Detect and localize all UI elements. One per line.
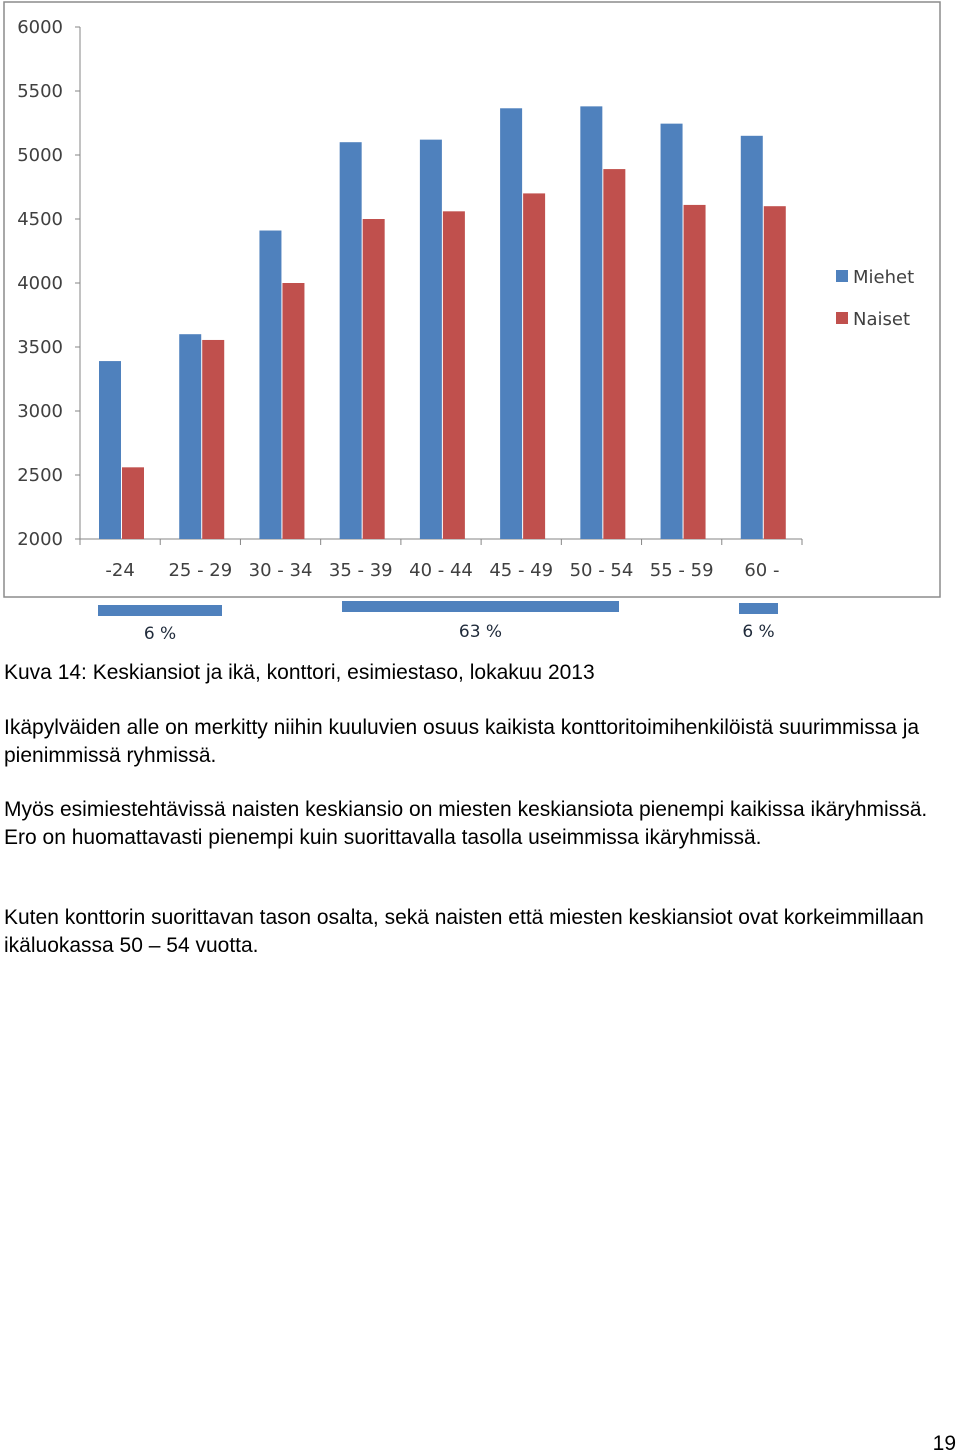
bar-naiset bbox=[684, 205, 706, 539]
y-tick-label: 3000 bbox=[17, 401, 63, 422]
legend-swatch-miehet bbox=[836, 270, 848, 282]
y-tick-label: 5500 bbox=[17, 81, 63, 102]
y-tick-label: 2500 bbox=[17, 465, 63, 486]
bar-naiset bbox=[603, 169, 625, 539]
x-tick-label: 25 - 29 bbox=[168, 560, 233, 581]
bar-naiset bbox=[202, 340, 224, 539]
bar-naiset bbox=[443, 211, 465, 539]
y-tick-label: 4500 bbox=[17, 209, 63, 230]
legend-swatch-naiset bbox=[836, 312, 848, 324]
y-tick-label: 2000 bbox=[17, 529, 63, 550]
share-bracket-label: 63 % bbox=[458, 622, 503, 642]
legend-label-naiset: Naiset bbox=[853, 309, 911, 330]
share-bracket-bar bbox=[739, 603, 778, 614]
y-tick-label: 4000 bbox=[17, 273, 63, 294]
bar-miehet bbox=[179, 334, 201, 539]
bar-naiset bbox=[764, 206, 786, 539]
legend-label-miehet: Miehet bbox=[853, 267, 915, 288]
x-tick-label: -24 bbox=[105, 560, 135, 581]
bar-miehet bbox=[741, 136, 763, 539]
y-tick-label: 5000 bbox=[17, 145, 63, 166]
bar-miehet bbox=[580, 106, 602, 539]
y-tick-label: 3500 bbox=[17, 337, 63, 358]
paragraph-share-note: Ikäpylväiden alle on merkitty niihin kuuluvien osuus kaikista konttoritoimihenkilöistä suurimmissa ja pienimmissä ryhmissä. bbox=[4, 716, 920, 767]
x-tick-label: 45 - 49 bbox=[489, 560, 554, 581]
paragraph-gender-gap: Myös esimiestehtävissä naisten keskiansio on miesten keskiansiota pienempi kaikissa ikäryhmissä. Ero on huomattavasti pienempi kuin suorittavalla tasolla useimmissa ikäryhmissä. bbox=[4, 798, 928, 849]
share-bracket-bar bbox=[342, 601, 619, 612]
x-tick-label: 40 - 44 bbox=[409, 560, 473, 581]
bar-naiset bbox=[523, 193, 545, 539]
bar-miehet bbox=[500, 108, 522, 539]
earnings-bar-chart bbox=[0, 0, 960, 650]
x-tick-label: 60 - bbox=[744, 560, 780, 581]
bar-miehet bbox=[661, 124, 683, 539]
share-brackets bbox=[98, 601, 778, 644]
share-bracket-bar bbox=[98, 605, 222, 616]
x-tick-label: 55 - 59 bbox=[649, 560, 714, 581]
x-tick-label: 50 - 54 bbox=[569, 560, 634, 581]
y-tick-label: 6000 bbox=[17, 17, 63, 38]
bar-naiset bbox=[282, 283, 304, 539]
x-tick-label: 30 - 34 bbox=[248, 560, 313, 581]
bar-miehet bbox=[99, 361, 121, 539]
bar-naiset bbox=[363, 219, 385, 539]
share-bracket-label: 6 % bbox=[742, 622, 775, 642]
figure-caption: Kuva 14: Keskiansiot ja ikä, konttori, esimiestaso, lokakuu 2013 bbox=[4, 661, 595, 684]
share-bracket-label: 6 % bbox=[143, 624, 177, 644]
x-tick-label: 35 - 39 bbox=[328, 560, 393, 581]
bar-naiset bbox=[122, 467, 144, 539]
bar-miehet bbox=[259, 231, 281, 539]
bar-miehet bbox=[420, 140, 442, 539]
bar-miehet bbox=[340, 142, 362, 539]
chart-frame bbox=[4, 2, 940, 597]
paragraph-peak-age: Kuten konttorin suorittavan tason osalta, sekä naisten että miesten keskiansiot ovat korkeimmillaan ikäluokassa 50 – 54 vuotta. bbox=[4, 906, 924, 957]
page-number: 19 bbox=[932, 1432, 956, 1455]
